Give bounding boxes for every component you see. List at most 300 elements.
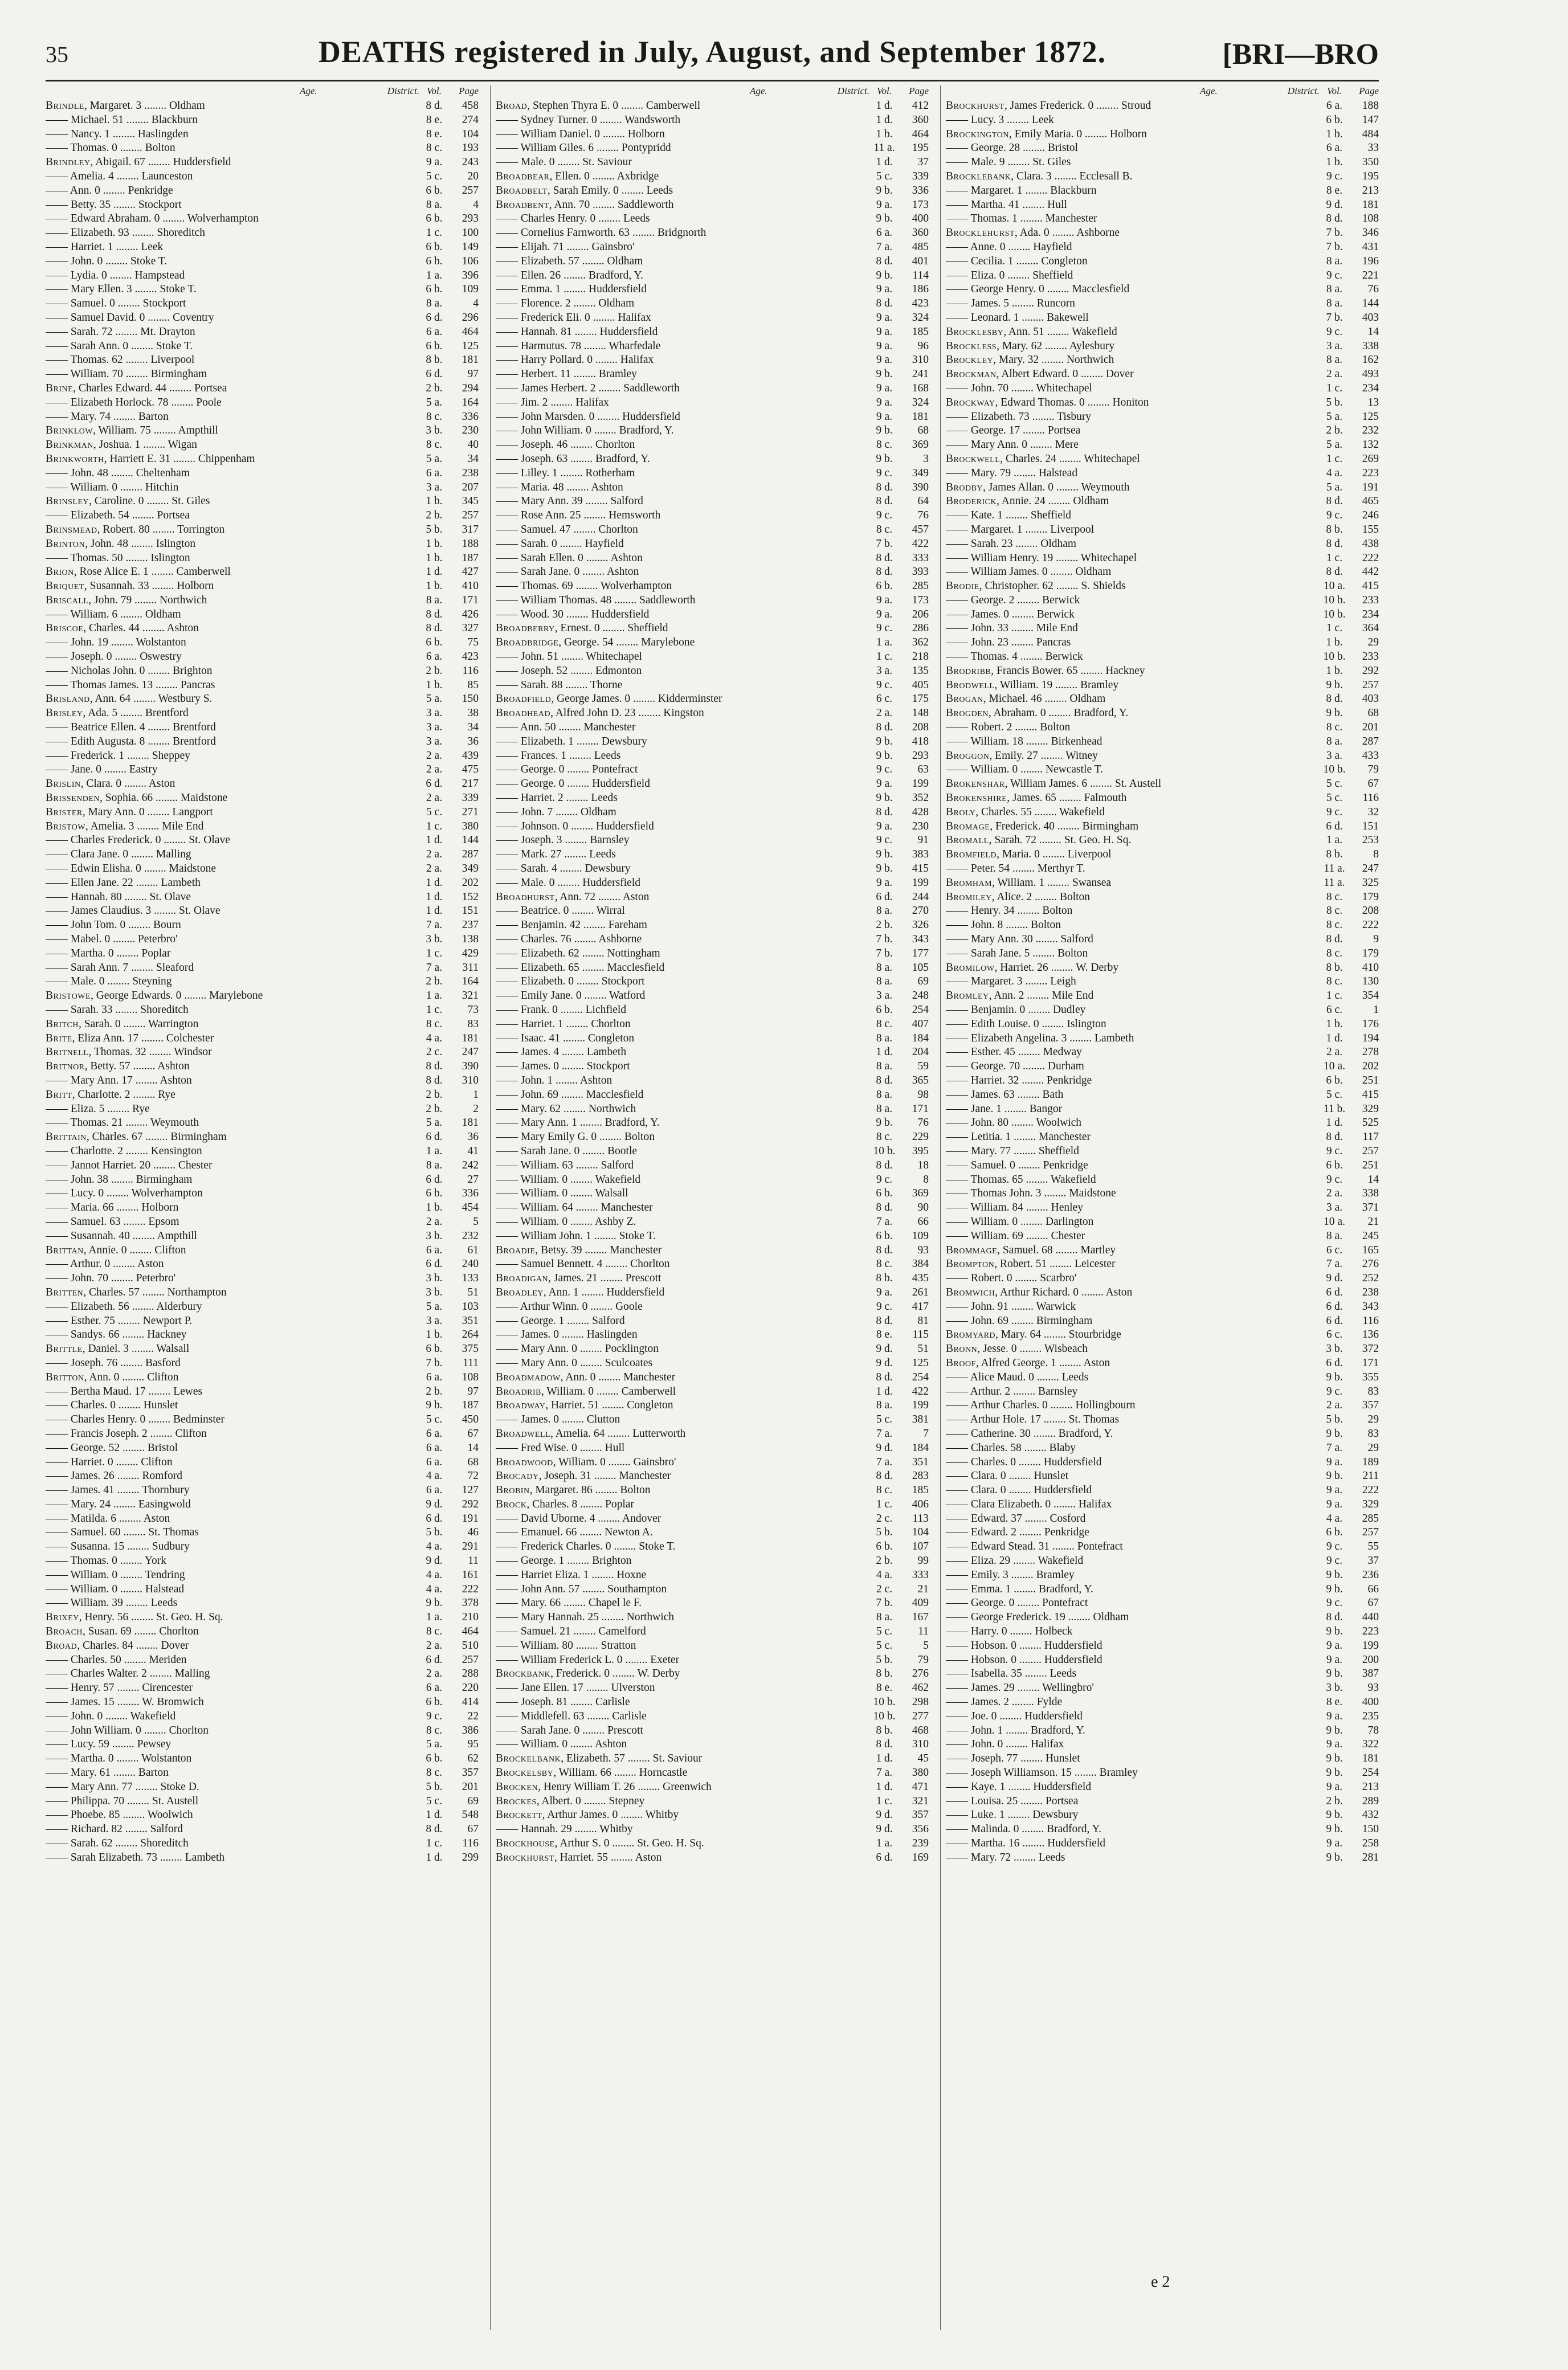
- register-column-2: [496, 85, 929, 1865]
- entry-page: 440: [1362, 1611, 1379, 1624]
- entry-volume: 9 c.: [1326, 1145, 1343, 1157]
- entry-page: 254: [912, 1004, 929, 1016]
- entry-volume: 6 d.: [1326, 820, 1343, 832]
- entry-volume: 6 d.: [426, 1258, 443, 1270]
- entry-volume: 8 a.: [426, 198, 443, 211]
- entry-name-age-district: —— Peter. 54 ........ Merthyr T.: [946, 863, 1085, 875]
- register-entry: [496, 1639, 929, 1653]
- entry-name-age-district: —— Ellen. 26 ........ Bradford, Y.: [496, 269, 643, 281]
- entry-name-age-district: —— William. 64 ........ Manchester: [496, 1202, 653, 1214]
- entry-page: 351: [912, 1456, 929, 1468]
- entry-volume: 2 b.: [1326, 424, 1343, 437]
- entry-volume: 8 c.: [1326, 721, 1343, 734]
- register-entry: [946, 806, 1379, 820]
- entry-name-age-district: —— John. 38 ........ Birmingham: [46, 1173, 193, 1186]
- entry-name-age-district: —— George. 1 ........ Brighton: [496, 1555, 632, 1567]
- entry-page: 271: [462, 806, 479, 818]
- register-entry: [46, 283, 479, 297]
- entry-page: 7: [923, 1427, 929, 1440]
- entry-name-age-district: —— Louisa. 25 ........ Portsea: [946, 1795, 1079, 1807]
- entry-volume: 7 a.: [876, 1215, 893, 1228]
- entry-volume: 7 b.: [876, 537, 893, 550]
- entry-volume: 9 b.: [1326, 1752, 1343, 1765]
- entry-name-age-district: —— Joseph. 81 ........ Carlisle: [496, 1696, 630, 1709]
- register-entry: [496, 184, 929, 198]
- entry-volume: 9 a.: [876, 1286, 893, 1298]
- entry-volume: 8 b.: [876, 1724, 893, 1736]
- entry-page: 465: [1362, 495, 1379, 508]
- entry-page: 406: [912, 1498, 929, 1510]
- entry-name-age-district: —— Elizabeth. 73 ........ Tisbury: [946, 410, 1092, 423]
- entry-page: 464: [462, 1625, 479, 1638]
- entry-name-age-district: —— Benjamin. 0 ........ Dudley: [946, 1004, 1086, 1016]
- entry-name-age-district: —— Sarah. 62 ........ Shoreditch: [46, 1837, 189, 1850]
- entry-name-age-district: —— Clara Elizabeth. 0 ........ Halifax: [946, 1498, 1112, 1510]
- entry-page: 45: [917, 1752, 929, 1765]
- entry-name-age-district: —— Letitia. 1 ........ Manchester: [946, 1131, 1091, 1143]
- entry-volume: 9 b.: [876, 1117, 893, 1129]
- entry-volume: 1 d.: [876, 113, 893, 126]
- entry-name-age-district: Brocady, Joseph. 31 ........ Manchester: [496, 1470, 671, 1482]
- register-entry: [946, 1526, 1379, 1540]
- entry-volume: 9 a.: [876, 283, 893, 296]
- register-entry: [46, 1653, 479, 1668]
- register-entry: [496, 1526, 929, 1540]
- entry-page: 93: [1367, 1682, 1379, 1694]
- entry-page: 76: [1367, 283, 1379, 296]
- entry-name-age-district: Broadbear, Ellen. 0 ........ Axbridge: [496, 170, 659, 182]
- entry-volume: 8 e.: [1326, 1696, 1343, 1709]
- entry-page: 293: [462, 213, 479, 225]
- entry-name-age-district: Brockett, Arthur James. 0 ........ Whitby: [496, 1809, 679, 1821]
- entry-volume: 1 b.: [426, 1329, 443, 1341]
- entry-name-age-district: —— Mary Ann. 39 ........ Salford: [496, 495, 643, 508]
- entry-volume: 9 a.: [876, 778, 893, 790]
- entry-name-age-district: —— Hannah. 81 ........ Huddersfield: [496, 325, 658, 338]
- entry-volume: 10 a.: [1324, 1215, 1345, 1228]
- register-entry: [46, 1498, 479, 1512]
- entry-volume: 9 c.: [1326, 1385, 1343, 1398]
- entry-name-age-district: —— Herbert. 11 ........ Bramley: [496, 368, 637, 381]
- register-entry: [46, 622, 479, 636]
- entry-page: 38: [467, 707, 479, 720]
- entry-name-age-district: —— John Marsden. 0 ........ Huddersfield: [496, 410, 680, 423]
- entry-volume: 7 b.: [1326, 311, 1343, 324]
- entry-page: 405: [912, 679, 929, 691]
- entry-volume: 8 c.: [1326, 975, 1343, 988]
- entry-name-age-district: —— Sarah Jane. 0 ........ Prescott: [496, 1724, 643, 1736]
- register-entry: [46, 1159, 479, 1173]
- entry-volume: 10 b.: [1323, 608, 1346, 620]
- district-heading: District.: [387, 85, 419, 96]
- entry-volume: 9 a.: [1326, 1710, 1343, 1722]
- entry-name-age-district: —— Mary. 24 ........ Easingwold: [46, 1498, 191, 1510]
- entry-volume: 6 d.: [426, 368, 443, 381]
- entry-volume: 3 b.: [426, 424, 443, 437]
- entry-page: 257: [462, 184, 479, 197]
- register-entry: [46, 791, 479, 806]
- entry-page: 548: [462, 1809, 479, 1821]
- entry-name-age-district: Brixey, Henry. 56 ........ St. Geo. H. Sq.: [46, 1611, 223, 1624]
- entry-name-age-district: —— Betty. 35 ........ Stockport: [46, 198, 182, 211]
- entry-name-age-district: —— George Frederick. 19 ........ Oldham: [946, 1611, 1129, 1624]
- entry-volume: 11 a.: [873, 142, 895, 154]
- register-entry: [496, 156, 929, 170]
- register-entry: [46, 1667, 479, 1681]
- register-entry: [946, 113, 1379, 128]
- entry-name-age-district: —— Sarah Ellen. 0 ........ Ashton: [496, 551, 643, 564]
- entry-name-age-district: —— Jim. 2 ........ Halifax: [496, 396, 609, 408]
- register-entry: [46, 565, 479, 579]
- entry-name-age-district: —— Maria. 66 ........ Holborn: [46, 1202, 179, 1214]
- entry-name-age-district: —— Mary. 74 ........ Barton: [46, 410, 169, 423]
- entry-volume: 9 c.: [876, 834, 893, 847]
- entry-volume: 3 b.: [1326, 1343, 1343, 1355]
- entry-name-age-district: —— Elijah. 71 ........ Gainsbro': [496, 240, 635, 253]
- entry-name-age-district: —— Ann. 0 ........ Penkridge: [46, 184, 173, 197]
- register-entry: [496, 1823, 929, 1837]
- entry-name-age-district: Brion, Rose Alice E. 1 ........ Camberwell: [46, 566, 231, 578]
- entry-name-age-district: —— Sarah Jane. 5 ........ Bolton: [946, 947, 1088, 959]
- entry-volume: 9 b.: [1326, 1427, 1343, 1440]
- entry-page: 243: [462, 156, 479, 169]
- register-entry: [946, 1512, 1379, 1526]
- register-entry: [496, 1540, 929, 1554]
- entry-name-age-district: —— Joseph. 63 ........ Bradford, Y.: [496, 452, 650, 465]
- register-entry: [496, 1272, 929, 1286]
- entry-name-age-district: Broadbridge, George. 54 ........ Marylebone: [496, 636, 695, 649]
- register-entry: [946, 1229, 1379, 1244]
- entry-volume: 1 c.: [1326, 622, 1343, 635]
- register-entry: [496, 1568, 929, 1583]
- register-entry: [496, 735, 929, 749]
- entry-page: 76: [917, 509, 929, 522]
- register-entry: [46, 1272, 479, 1286]
- entry-volume: 9 b.: [1326, 1851, 1343, 1864]
- entry-volume: 10 b.: [1323, 763, 1346, 776]
- entry-name-age-district: Britnor, Betty. 57 ........ Ashton: [46, 1060, 190, 1073]
- entry-volume: 9 b.: [876, 749, 893, 762]
- entry-volume: 3 a.: [876, 664, 893, 677]
- entry-volume: 6 b.: [1326, 1074, 1343, 1086]
- entry-page: 62: [467, 1752, 479, 1765]
- entry-name-age-district: Broad, Stephen Thyra E. 0 ........ Camberwell: [496, 100, 701, 112]
- register-entry: [496, 212, 929, 226]
- register-entry: [946, 1045, 1379, 1060]
- register-entry: [946, 1003, 1379, 1018]
- entry-volume: 8 d.: [426, 622, 443, 635]
- entry-volume: 8 b.: [876, 1272, 893, 1285]
- entry-name-age-district: Bristow, Amelia. 3 ........ Mile End: [46, 820, 204, 832]
- entry-volume: 9 a.: [876, 410, 893, 423]
- entry-volume: 8 a.: [876, 905, 893, 917]
- entry-page: 354: [1362, 990, 1379, 1002]
- register-entry: [946, 452, 1379, 467]
- register-entry: [46, 1512, 479, 1526]
- entry-page: 185: [912, 325, 929, 338]
- register-entry: [496, 1596, 929, 1611]
- entry-name-age-district: —— Philippa. 70 ........ St. Austell: [46, 1795, 199, 1807]
- entry-volume: 3 b.: [426, 933, 443, 946]
- entry-name-age-district: —— Sarah Ann. 0 ........ Stoke T.: [46, 340, 193, 352]
- register-entry: [496, 1583, 929, 1597]
- entry-page: 369: [912, 439, 929, 451]
- entry-page: 324: [912, 396, 929, 408]
- entry-page: 240: [462, 1258, 479, 1270]
- entry-page: 111: [463, 1356, 479, 1369]
- entry-name-age-district: —— Samuel Bennett. 4 ........ Chorlton: [496, 1258, 670, 1270]
- entry-volume: 6 b.: [426, 213, 443, 225]
- register-entry: [946, 325, 1379, 340]
- entry-volume: 5 c.: [426, 1795, 443, 1807]
- entry-volume: 1 d.: [426, 1809, 443, 1821]
- register-entry: [496, 1611, 929, 1625]
- register-entry: [46, 1356, 479, 1371]
- entry-page: 59: [917, 1060, 929, 1073]
- entry-page: 199: [912, 1399, 929, 1412]
- register-entry: [496, 1045, 929, 1060]
- entry-volume: 6 b.: [1326, 1526, 1343, 1539]
- entry-name-age-district: —— Susannah. 40 ........ Ampthill: [46, 1229, 197, 1242]
- entry-page: 222: [1362, 919, 1379, 931]
- entry-name-age-district: —— George. 28 ........ Bristol: [946, 142, 1079, 154]
- entry-name-age-district: —— Nicholas John. 0 ........ Brighton: [46, 664, 213, 677]
- volume-heading: Vol.: [1327, 85, 1342, 96]
- register-entry: [46, 367, 479, 382]
- entry-name-age-district: —— Sarah Jane. 0 ........ Bootle: [496, 1145, 638, 1157]
- register-entry: [46, 1484, 479, 1498]
- register-entry: [46, 1780, 479, 1795]
- entry-page: 357: [462, 1767, 479, 1779]
- entry-page: 277: [912, 1710, 929, 1722]
- entry-volume: 9 a.: [426, 156, 443, 169]
- entry-volume: 7 a.: [876, 1427, 893, 1440]
- register-entry: [496, 975, 929, 989]
- entry-name-age-district: —— George. 52 ........ Bristol: [46, 1441, 178, 1454]
- entry-volume: 9 c.: [876, 1300, 893, 1313]
- entry-page: 196: [1362, 255, 1379, 267]
- register-entry: [946, 1498, 1379, 1512]
- entry-volume: 1 a.: [876, 636, 893, 649]
- entry-page: 181: [462, 1032, 479, 1044]
- entry-name-age-district: —— Cecilia. 1 ........ Congleton: [946, 255, 1088, 267]
- register-entry: [946, 226, 1379, 240]
- entry-name-age-district: —— Esther. 75 ........ Newport P.: [46, 1314, 193, 1327]
- entry-page: 51: [467, 1286, 479, 1298]
- register-entry: [46, 721, 479, 735]
- register-column-3: [946, 85, 1379, 1865]
- entry-page: 251: [1362, 1159, 1379, 1171]
- entry-volume: 6 a.: [426, 467, 443, 479]
- entry-page: 189: [1362, 1456, 1379, 1468]
- register-entry: [946, 1272, 1379, 1286]
- register-entry: [496, 1088, 929, 1102]
- entry-volume: 6 b.: [426, 283, 443, 296]
- entry-name-age-district: —— Joseph. 46 ........ Chorlton: [496, 439, 635, 451]
- entry-name-age-district: —— George. 2 ........ Berwick: [946, 594, 1080, 606]
- entry-page: 292: [462, 1498, 479, 1510]
- entry-page: 238: [1362, 1286, 1379, 1298]
- entry-name-age-district: Brockman, Albert Edward. 0 ........ Dover: [946, 368, 1134, 381]
- entry-page: 199: [1362, 1639, 1379, 1652]
- entry-page: 206: [912, 608, 929, 620]
- entry-name-age-district: —— William. 18 ........ Birkenhead: [946, 735, 1102, 747]
- entry-name-age-district: —— John. 23 ........ Pancras: [946, 636, 1071, 649]
- entry-page: 234: [1362, 608, 1379, 620]
- register-entry: [496, 1102, 929, 1117]
- entry-name-age-district: —— Charles Henry. 0 ........ Leeds: [496, 213, 650, 225]
- register-entry: [946, 1752, 1379, 1766]
- register-entry: [46, 1116, 479, 1130]
- entry-volume: 1 d.: [426, 905, 443, 917]
- entry-page: 79: [917, 1653, 929, 1666]
- entry-page: 274: [462, 113, 479, 126]
- entry-volume: 8 d.: [876, 1244, 893, 1256]
- entry-name-age-district: Brockington, Emily Maria. 0 ........ Holborn: [946, 128, 1147, 140]
- register-entry: [496, 1469, 929, 1484]
- entry-name-age-district: —— Charles. 0 ........ Huddersfield: [946, 1456, 1102, 1468]
- entry-volume: 9 b.: [876, 269, 893, 281]
- entry-page: 403: [1362, 693, 1379, 705]
- entry-name-age-district: —— James. 29 ........ Wellingbro': [946, 1682, 1094, 1694]
- entry-page: 244: [912, 890, 929, 903]
- entry-name-age-district: Broadigan, James. 21 ........ Prescott: [496, 1272, 662, 1285]
- entry-page: 79: [1367, 763, 1379, 776]
- entry-volume: 9 b.: [1326, 1724, 1343, 1736]
- register-entry: [46, 269, 479, 283]
- entry-page: 310: [912, 1738, 929, 1751]
- entry-name-age-district: —— George. 1 ........ Salford: [496, 1314, 625, 1327]
- register-entry: [496, 1003, 929, 1018]
- entry-page: 4: [473, 198, 479, 211]
- entry-page: 208: [912, 721, 929, 734]
- register-entry: [46, 636, 479, 650]
- entry-page: 36: [467, 1131, 479, 1143]
- entry-name-age-district: —— Joseph Williamson. 15 ........ Bramley: [946, 1767, 1138, 1779]
- entry-volume: 6 b.: [1326, 113, 1343, 126]
- entry-volume: 8 a.: [1326, 1229, 1343, 1242]
- entry-page: 251: [1362, 1074, 1379, 1086]
- register-entry: [46, 1583, 479, 1597]
- entry-volume: 5 b.: [426, 1780, 443, 1793]
- entry-name-age-district: —— William Thomas. 48 ........ Saddleworth: [496, 594, 696, 606]
- entry-volume: 9 a.: [876, 325, 893, 338]
- entry-page: 125: [912, 1356, 929, 1369]
- entry-volume: 10 b.: [873, 1696, 896, 1709]
- entry-volume: 2 b.: [426, 664, 443, 677]
- entry-volume: 9 c.: [1326, 170, 1343, 182]
- entry-name-age-district: —— Jane. 1 ........ Bangor: [946, 1102, 1063, 1115]
- entry-page: 381: [912, 1413, 929, 1426]
- entry-volume: 10 a.: [1324, 580, 1345, 592]
- register-entry: [46, 128, 479, 142]
- entry-page: 29: [1367, 636, 1379, 649]
- entry-name-age-district: —— Emily Jane. 0 ........ Watford: [496, 990, 646, 1002]
- entry-name-age-district: —— James. 41 ........ Thornbury: [46, 1484, 190, 1497]
- entry-volume: 9 c.: [1326, 806, 1343, 818]
- register-entry: [46, 890, 479, 905]
- entry-volume: 7 a.: [876, 240, 893, 253]
- entry-volume: 1 d.: [1326, 1117, 1343, 1129]
- entry-name-age-district: Briquet, Susannah. 33 ........ Holborn: [46, 580, 214, 592]
- entry-name-age-district: —— John. 70 ........ Whitechapel: [946, 382, 1092, 394]
- register-entry: [46, 1102, 479, 1117]
- register-entry: [46, 1625, 479, 1639]
- entry-page: 292: [1362, 664, 1379, 677]
- entry-page: 8: [923, 1173, 929, 1186]
- page-heading: Page: [459, 85, 479, 96]
- entry-page: 175: [912, 693, 929, 705]
- entry-page: 109: [462, 283, 479, 296]
- entry-name-age-district: —— Emma. 1 ........ Huddersfield: [496, 283, 647, 296]
- entry-volume: 6 d.: [426, 311, 443, 324]
- entry-name-age-district: —— John. 0 ........ Wakefield: [46, 1710, 176, 1722]
- entry-name-age-district: —— Mary Ann. 30 ........ Salford: [946, 933, 1093, 946]
- entry-volume: 8 e.: [1326, 184, 1343, 197]
- entry-name-age-district: Bromilow, Harriet. 26 ........ W. Derby: [946, 961, 1119, 974]
- entry-name-age-district: —— Jannot Harriet. 20 ........ Chester: [46, 1159, 213, 1171]
- entry-name-age-district: —— Mary Ann. 0 ........ Sculcoates: [496, 1356, 653, 1369]
- entry-volume: 1 c.: [876, 1498, 893, 1510]
- entry-name-age-district: —— Sydney Turner. 0 ........ Wandsworth: [496, 113, 681, 126]
- entry-page: 423: [462, 651, 479, 663]
- entry-page: 107: [912, 1540, 929, 1553]
- register-entry: [496, 1695, 929, 1710]
- register-entry: [496, 876, 929, 890]
- entry-volume: 1 d.: [426, 876, 443, 889]
- column-divider: [490, 85, 491, 2330]
- entry-name-age-district: —— Joseph. 76 ........ Basford: [46, 1356, 181, 1369]
- entry-name-age-district: Bromyard, Mary. 64 ........ Stourbridge: [946, 1329, 1121, 1341]
- entry-name-age-district: —— Michael. 51 ........ Blackburn: [46, 113, 198, 126]
- register-column-1: [46, 85, 479, 1865]
- entry-volume: 1 d.: [876, 1780, 893, 1793]
- entry-name-age-district: —— Charles Henry. 0 ........ Bedminster: [46, 1413, 224, 1426]
- entry-volume: 9 b.: [1326, 1568, 1343, 1581]
- entry-page: 343: [912, 933, 929, 946]
- entry-page: 99: [917, 1555, 929, 1567]
- register-entry: [946, 664, 1379, 679]
- entry-volume: 8 a.: [426, 297, 443, 310]
- entry-volume: 1 d.: [876, 156, 893, 169]
- entry-name-age-district: —— Sarah. 88 ........ Thorne: [496, 679, 623, 691]
- entry-page: 236: [1362, 1568, 1379, 1581]
- entry-name-age-district: —— Jane. 0 ........ Eastry: [46, 763, 158, 776]
- entry-page: 130: [1362, 975, 1379, 988]
- entry-name-age-district: —— Lydia. 0 ........ Hampstead: [46, 269, 185, 281]
- entry-page: 257: [1362, 1145, 1379, 1157]
- entry-volume: 6 c.: [1326, 1004, 1343, 1016]
- register-entry: [496, 452, 929, 467]
- entry-name-age-district: —— Beatrice Ellen. 4 ........ Brentford: [46, 721, 216, 734]
- entry-volume: 9 a.: [876, 198, 893, 211]
- entry-name-age-district: —— Samuel. 21 ........ Camelford: [496, 1625, 646, 1638]
- entry-name-age-district: —— Elizabeth. 57 ........ Oldham: [496, 255, 643, 267]
- entry-page: 270: [912, 905, 929, 917]
- register-entry: [496, 240, 929, 255]
- entry-page: 321: [912, 1795, 929, 1807]
- entry-volume: 1 b.: [426, 551, 443, 564]
- entry-page: 36: [467, 735, 479, 747]
- entry-page: 390: [462, 1060, 479, 1073]
- register-entry: [946, 565, 1379, 579]
- entry-page: 208: [1362, 905, 1379, 917]
- age-heading: Age.: [300, 85, 317, 96]
- entry-volume: 8 e.: [876, 1329, 893, 1341]
- entry-page: 181: [912, 410, 929, 423]
- entry-page: 333: [912, 1568, 929, 1581]
- entry-volume: 6 c.: [1326, 1329, 1343, 1341]
